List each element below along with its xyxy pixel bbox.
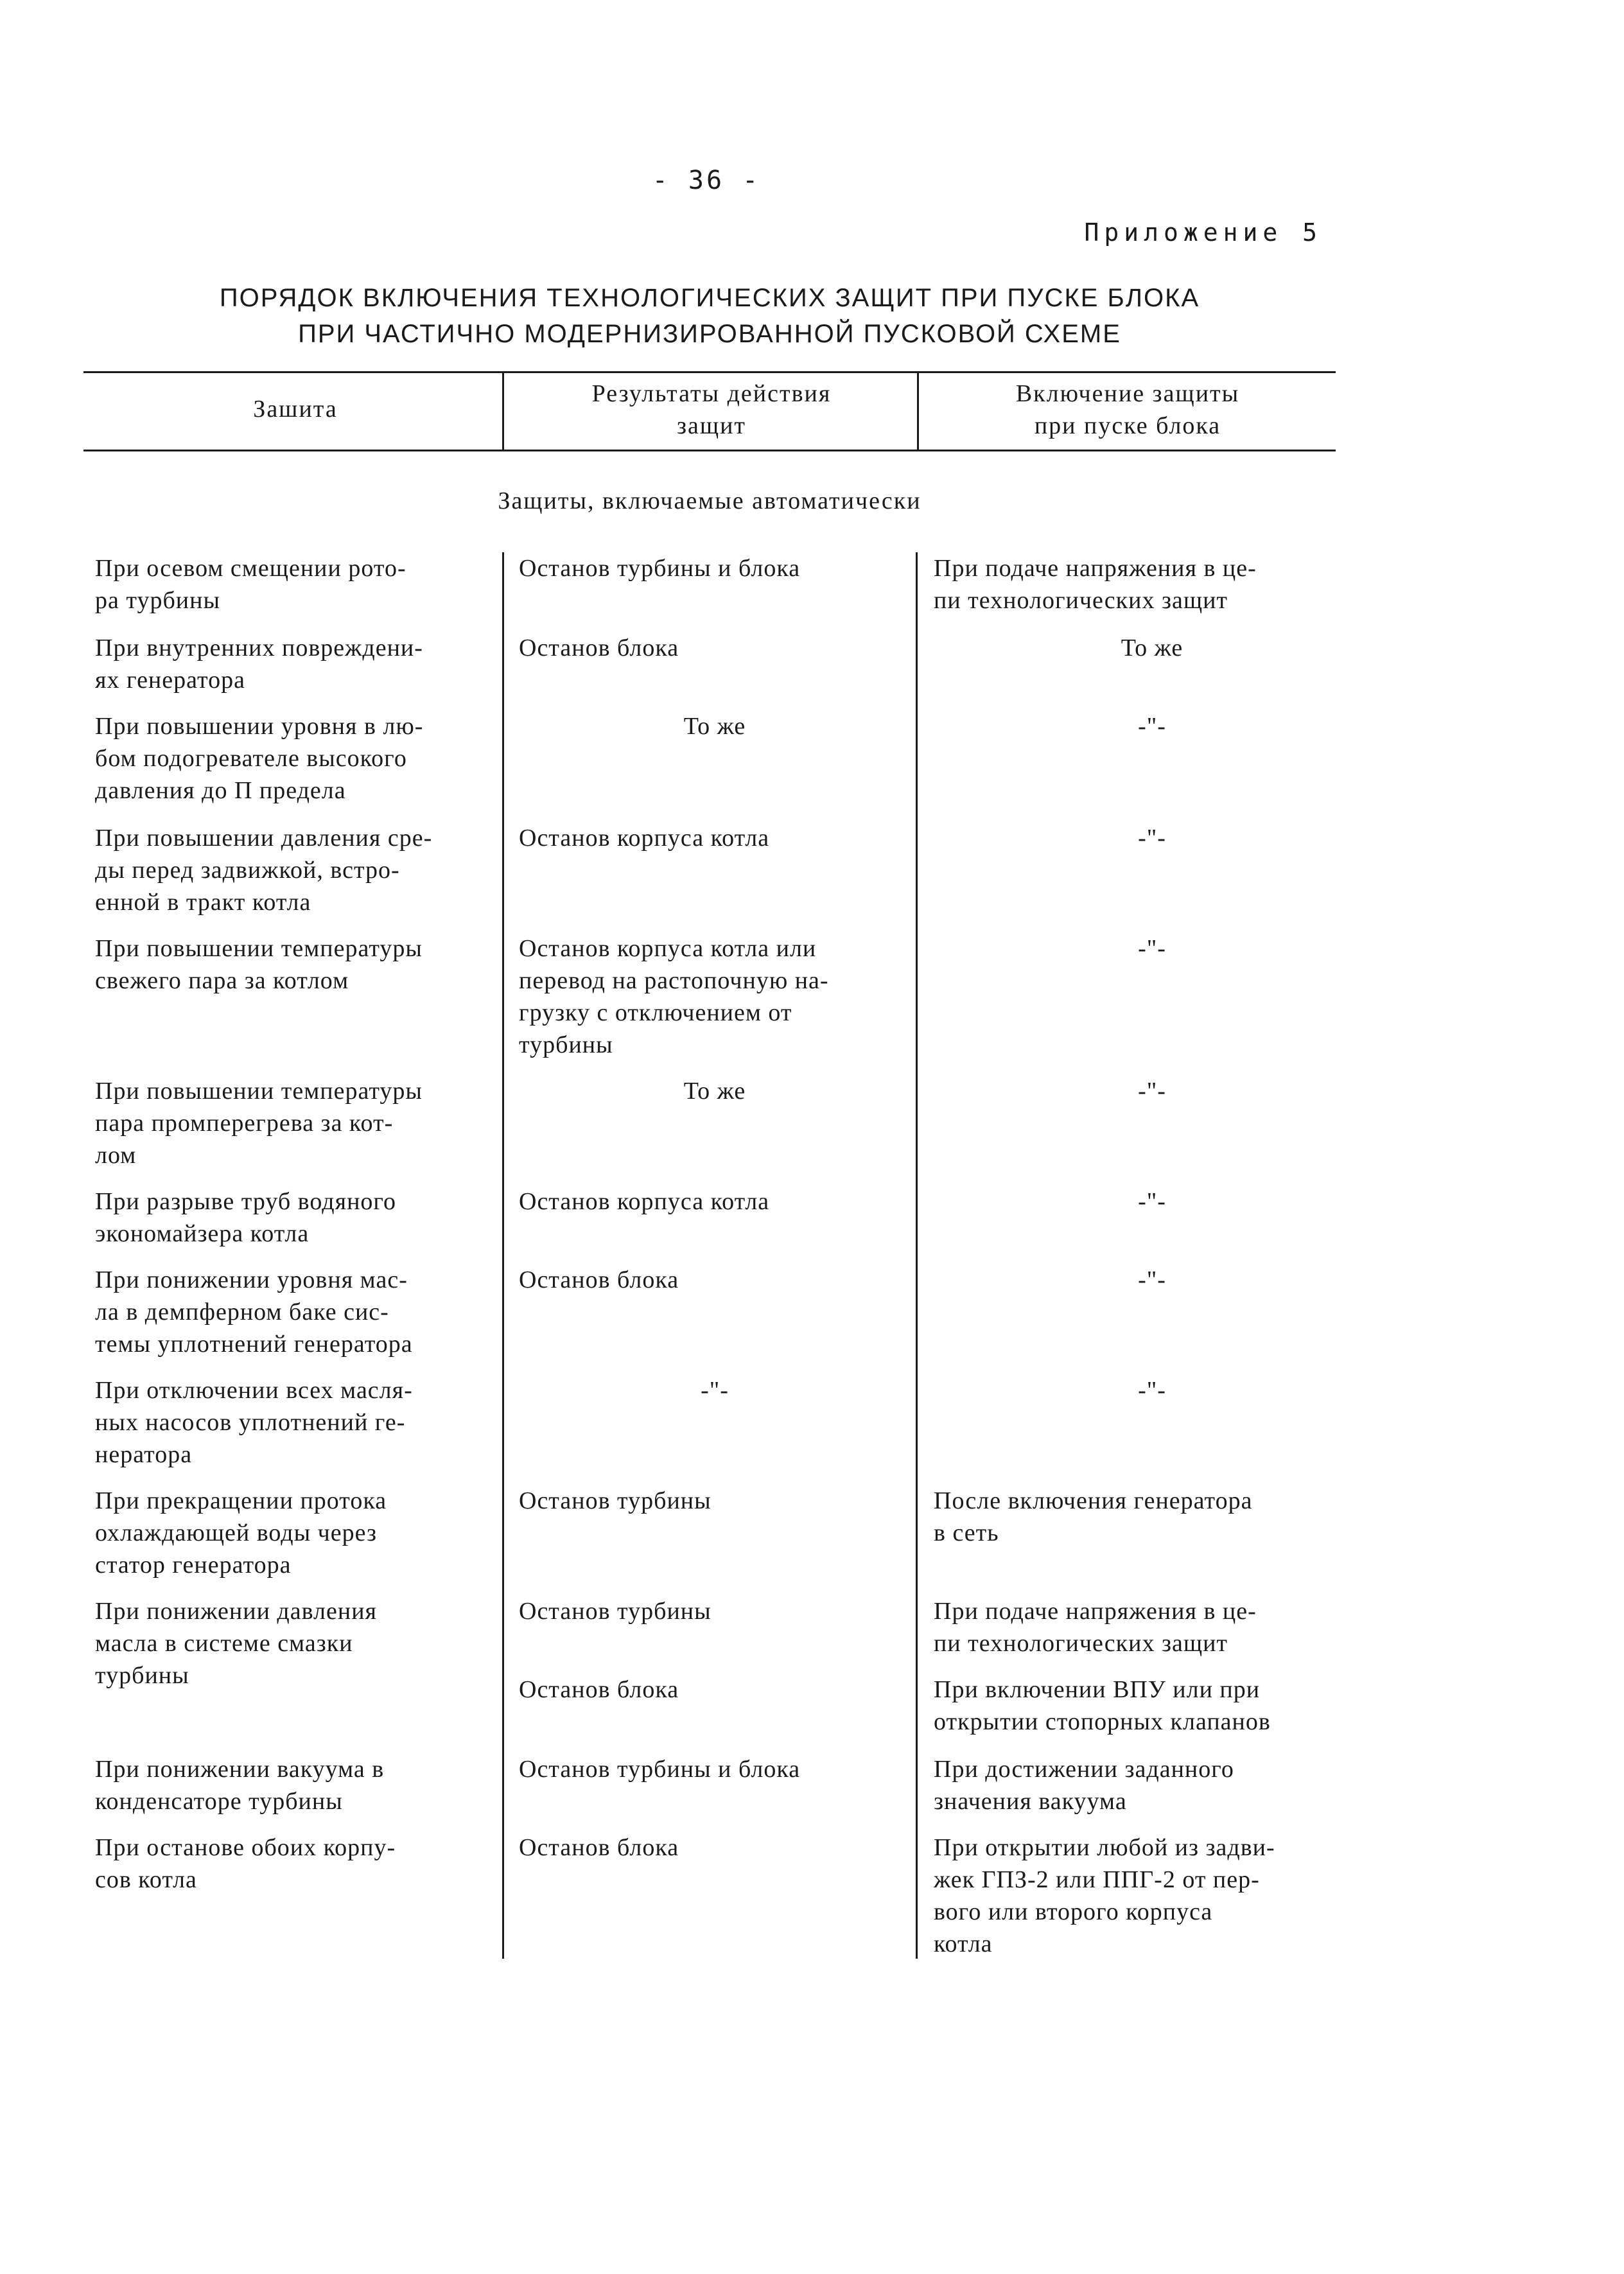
table-header-rule	[83, 450, 1336, 451]
row-1-result: Останов турбины и блока	[519, 555, 801, 582]
row-5-protection: При повышении температуры свежего пара за котлом	[95, 935, 423, 994]
header-enable: Включение защиты при пуске блока	[1015, 380, 1240, 439]
row-1-enable: При подаче напряжения в це- пи технологических защит	[934, 555, 1257, 614]
row-13-result: Останов турбины и блока	[519, 1756, 801, 1783]
document-title	[83, 280, 1336, 352]
appendix-label: Приложение 5	[1084, 218, 1322, 247]
row-10-protection: При прекращении протока охлаждающей воды через статор генератора	[95, 1487, 387, 1579]
row-5-enable: -"-	[1138, 935, 1166, 962]
row-4-result: Останов корпуса котла	[519, 825, 770, 852]
header-divider-2	[917, 372, 919, 450]
row-2-protection: При внутренних повреждени- ях генератора	[95, 634, 423, 694]
header-protection: Зашита	[253, 396, 338, 423]
row-13-enable: При достижении заданного значения вакуума	[934, 1756, 1234, 1815]
body-divider-1	[502, 552, 504, 1959]
row-10-result: Останов турбины	[519, 1487, 712, 1514]
title-line-1: ПОРЯДОК ВКЛЮЧЕНИЯ ТЕХНОЛОГИЧЕСКИХ ЗАЩИТ ПРИ ПУСКЕ БЛОКА	[219, 284, 1200, 312]
row-10-enable: После включения генератора в сеть	[934, 1487, 1253, 1546]
body-divider-2	[916, 552, 918, 1959]
row-6-enable: -"-	[1138, 1078, 1166, 1105]
row-7-enable: -"-	[1138, 1188, 1166, 1215]
title-line-2: ПРИ ЧАСТИЧНО МОДЕРНИЗИРОВАННОЙ ПУСКОВОЙ СХЕМЕ	[298, 320, 1121, 348]
page-number: - 36 -	[652, 166, 761, 195]
row-9-protection: При отключении всех масля- ных насосов уплотнений ге- нератора	[95, 1377, 413, 1468]
row-11-enable: При подаче напряжения в це- пи технологических защит	[934, 1598, 1257, 1657]
row-12-result: Останов блока	[519, 1676, 679, 1703]
row-8-result: Останов блока	[519, 1266, 679, 1293]
row-9-enable: -"-	[1138, 1377, 1166, 1404]
row-7-protection: При разрыве труб водяного экономайзера котла	[95, 1188, 397, 1247]
row-6-result: То же	[683, 1078, 746, 1105]
table-top-rule	[83, 371, 1336, 373]
row-13-protection: При понижении вакуума в конденсаторе турбины	[95, 1756, 385, 1815]
row-2-enable: То же	[1121, 634, 1183, 661]
row-3-result: То же	[683, 713, 746, 740]
row-14-enable: При открытии любой из задви- жек ГПЗ-2 или ППГ-2 от пер- вого или второго корпуса котла	[934, 1834, 1275, 1957]
row-1-protection: При осевом смещении рото- ра турбины	[95, 555, 406, 614]
header-divider-1	[502, 372, 504, 450]
row-8-protection: При понижении уровня мас- ла в демпферном баке сис- темы уплотнений генератора	[95, 1266, 413, 1358]
row-14-protection: При останове обоих корпу- сов котла	[95, 1834, 396, 1893]
row-3-protection: При повышении уровня в лю- бом подогревателе высокого давления до П предела	[95, 713, 424, 804]
row-6-protection: При повышении температуры пара промперегрева за кот- лом	[95, 1078, 423, 1169]
row-7-result: Останов корпуса котла	[519, 1188, 770, 1215]
row-11-protection: При понижении давления масла в системе смазки турбины	[95, 1598, 378, 1689]
row-4-protection: При повышении давления сре- ды перед задвижкой, встро- енной в тракт котла	[95, 825, 433, 916]
row-4-enable: -"-	[1138, 825, 1166, 852]
row-12-enable: При включении ВПУ или при открытии стопорных клапанов	[934, 1676, 1271, 1735]
row-11-result: Останов турбины	[519, 1598, 712, 1625]
row-14-result: Останов блока	[519, 1834, 679, 1861]
section-title: Защиты, включаемые автоматически	[498, 487, 921, 514]
row-9-result: -"-	[701, 1377, 729, 1404]
row-5-result: Останов корпуса котла или перевод на растопочную на- грузку с отключением от турбины	[519, 935, 829, 1058]
row-2-result: Останов блока	[519, 634, 679, 661]
row-3-enable: -"-	[1138, 713, 1166, 740]
row-8-enable: -"-	[1138, 1266, 1166, 1293]
header-result: Результаты действия защит	[591, 380, 832, 439]
